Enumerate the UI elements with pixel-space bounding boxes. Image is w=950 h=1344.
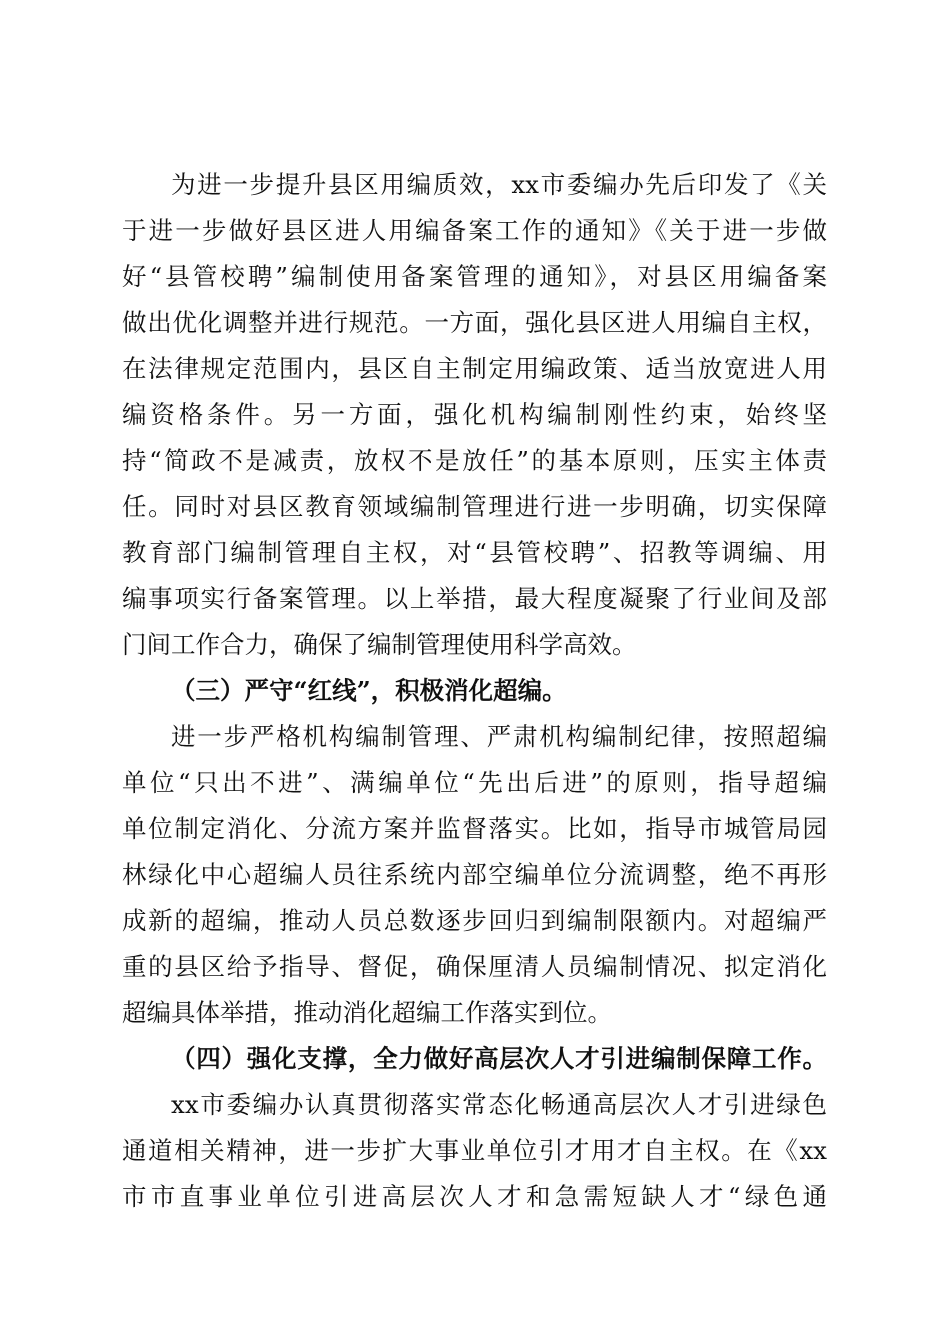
paragraph-1-line-9: 教育部门编制管理自主权，对“县管校聘”、招教等调编、用: [122, 538, 827, 567]
paragraph-2-line-7: 超编具体举措，推动消化超编工作落实到位。: [122, 998, 612, 1027]
paragraph-1-line-1: 为进一步提升县区用编质效，xx市委编办先后印发了《关: [171, 170, 827, 199]
paragraph-3-line-1: xx市委编办认真贯彻落实常态化畅通高层次人才引进绿色: [171, 1090, 827, 1119]
paragraph-2-line-1: 进一步严格机构编制管理、严肃机构编制纪律，按照超编: [171, 722, 827, 751]
paragraph-1-line-3: 好“县管校聘”编制使用备案管理的通知》，对县区用编备案: [122, 262, 827, 291]
paragraph-2-line-6: 重的县区给予指导、督促，确保厘清人员编制情况、拟定消化: [122, 952, 827, 981]
paragraph-1-line-7: 持“简政不是减责，放权不是放任”的基本原则，压实主体责: [122, 446, 827, 475]
section-heading-3: （三）严守“红线”，积极消化超编。: [171, 676, 567, 705]
section-heading-4: （四）强化支撑，全力做好高层次人才引进编制保障工作。: [171, 1044, 827, 1073]
paragraph-1-line-10: 编事项实行备案管理。以上举措，最大程度凝聚了行业间及部: [122, 584, 827, 613]
paragraph-1-line-5: 在法律规定范围内，县区自主制定用编政策、适当放宽进人用: [122, 354, 827, 383]
paragraph-2-line-5: 成新的超编，推动人员总数逐步回归到编制限额内。对超编严: [122, 906, 827, 935]
paragraph-1-line-6: 编资格条件。另一方面，强化机构编制刚性约束，始终坚: [122, 400, 827, 429]
paragraph-1-line-4: 做出优化调整并进行规范。一方面，强化县区进人用编自主权，: [122, 308, 827, 337]
paragraph-2-line-4: 林绿化中心超编人员往系统内部空编单位分流调整，绝不再形: [122, 860, 827, 889]
paragraph-1-line-11: 门间工作合力，确保了编制管理使用科学高效。: [122, 630, 637, 659]
paragraph-3-line-3: 市市直事业单位引进高层次人才和急需短缺人才“绿色通: [122, 1182, 827, 1211]
paragraph-3-line-2: 通道相关精神，进一步扩大事业单位引才用才自主权。在《xx: [122, 1136, 827, 1165]
paragraph-1-line-2: 于进一步做好县区进人用编备案工作的通知》《关于进一步做: [122, 216, 827, 245]
paragraph-1-line-8: 任。同时对县区教育领域编制管理进行进一步明确，切实保障: [122, 492, 827, 521]
paragraph-2-line-3: 单位制定消化、分流方案并监督落实。比如，指导市城管局园: [122, 814, 827, 843]
paragraph-2-line-2: 单位“只出不进”、满编单位“先出后进”的原则，指导超编: [122, 768, 827, 797]
